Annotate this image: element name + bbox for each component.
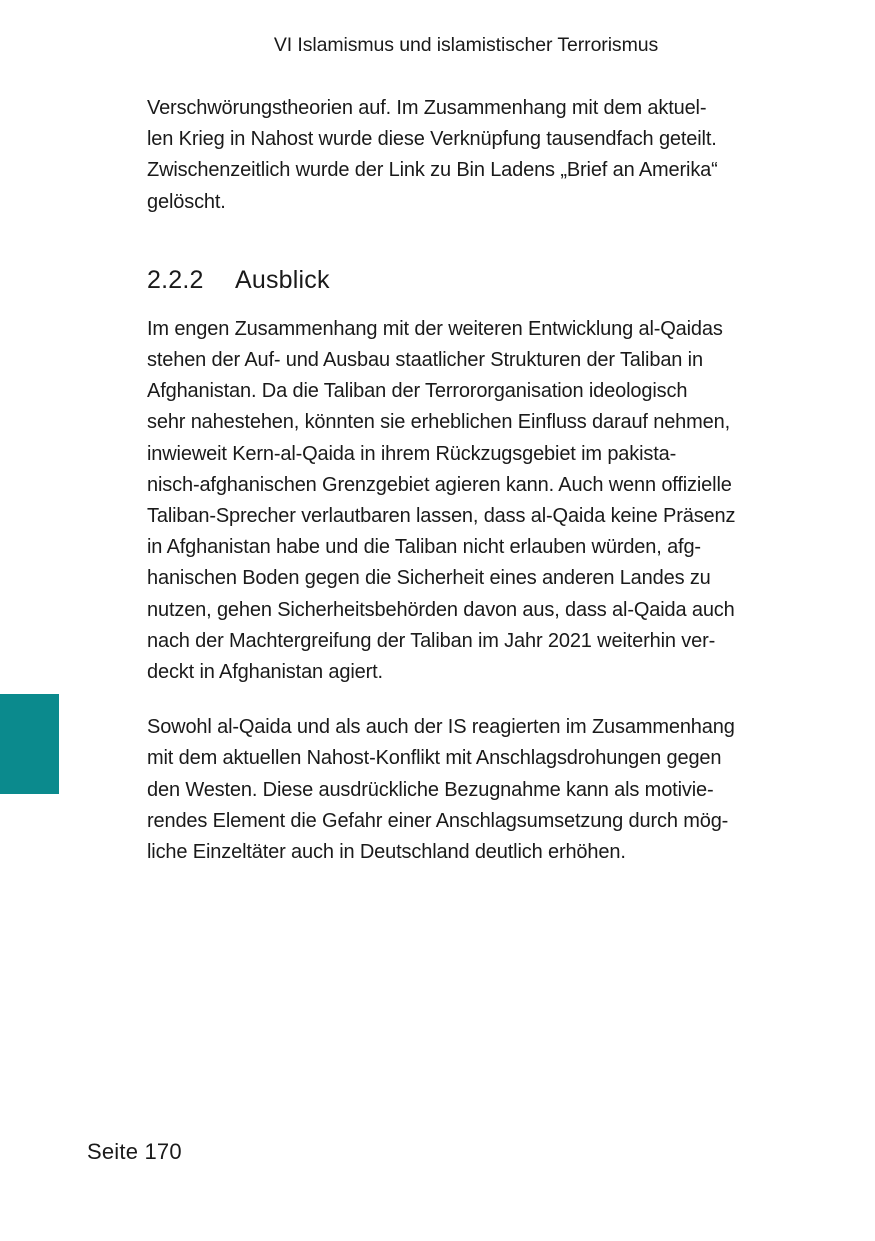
text-line: rendes Element die Gefahr einer Anschlagsumsetzung durch mög- [147,809,729,832]
text-line: den Westen. Diese ausdrückliche Bezugnahme kann als motivie- [147,778,714,801]
text-line: sehr nahestehen, könnten sie erheblichen Einfluss darauf nehmen, [147,411,731,434]
paragraph-1 [147,314,787,688]
section-number: 2.2.2 [147,265,204,294]
text-line: Verschwörungstheorien auf. Im Zusammenhang mit dem aktuel- [147,97,707,119]
text-line: Im engen Zusammenhang mit der weiteren Entwicklung al-Qaidas [147,317,723,340]
section-heading [147,264,787,296]
text-line: Afghanistan. Da die Taliban der Terrororganisation ideologisch [147,380,688,403]
text-line: mit dem aktuellen Nahost-Konflikt mit Anschlagsdrohungen gegen [147,747,722,770]
text-line: gelöscht. [147,190,226,213]
text-line: Taliban-Sprecher verlautbaren lassen, dass al-Qaida keine Präsenz [147,505,736,528]
text-line: liche Einzeltäter auch in Deutschland deutlich erhöhen. [147,841,626,864]
paragraph-2 [147,712,787,868]
text-line: hanischen Boden gegen die Sicherheit eines anderen Landes zu [147,567,711,590]
page-body [147,93,787,868]
text-line: nach der Machtergreifung der Taliban im Jahr 2021 weiterhin ver- [147,629,716,652]
chapter-marker-tab [0,694,59,794]
page-number: Seite 170 [87,1139,182,1164]
text-line: deckt in Afghanistan agiert. [147,661,383,684]
text-line: nisch-afghanischen Grenzgebiet agieren kann. Auch wenn offizielle [147,473,732,496]
section-title: Ausblick [235,265,330,294]
text-line: in Afghanistan habe und die Taliban nicht erlauben würden, afg- [147,536,701,559]
running-header: VI Islamismus und islamistischer Terrorismus [273,34,659,56]
text-line: Zwischenzeitlich wurde der Link zu Bin Ladens „Brief an Amerika“ [147,159,718,182]
text-line: Sowohl al-Qaida und als auch der IS reagierten im Zusammenhang [147,716,735,739]
text-line: stehen der Auf- und Ausbau staatlicher Strukturen der Taliban in [147,349,703,372]
text-line: nutzen, gehen Sicherheitsbehörden davon aus, dass al-Qaida auch [147,598,735,621]
text-line: len Krieg in Nahost wurde diese Verknüpfung tausendfach geteilt. [147,128,717,151]
text-line: inwieweit Kern-al-Qaida in ihrem Rückzugsgebiet im pakista- [147,442,677,465]
intro-paragraph [147,93,787,218]
